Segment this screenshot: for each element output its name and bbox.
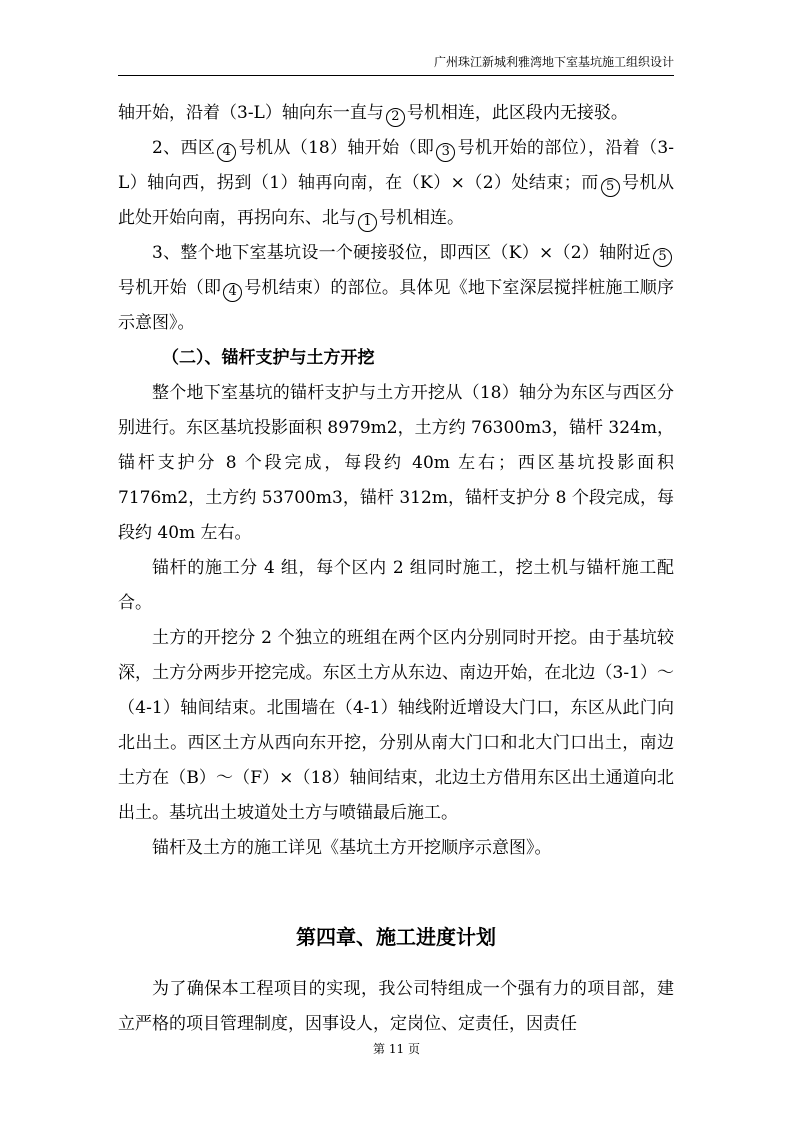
- document-body: [118, 96, 674, 1042]
- paragraph-6: 土方的开挖分 2 个独立的班组在两个区内分别同时开挖。由于基坑较深，土方分两步开挖完成。东区土方从东边、南边开始，在北边（3-1）～（4-1）轴间结束。北围墙在（4-1）轴线附近增设大门口，东区从此门向北出土。西区土方从西向东开挖，分别从南大门口和北大门口出土，南边土方在（B）～（F）×（18）轴间结束，北边土方借用东区出土通道向北出土。基坑出土坡道处土方与喷锚最后施工。: [118, 628, 674, 823]
- header-divider: [118, 75, 674, 76]
- paragraph-5: 锚杆的施工分 4 组，每个区内 2 组同时施工，挖土机与锚杆施工配合。: [118, 558, 674, 613]
- paragraph-3: 3、整个地下室基坑设一个硬接驳位，即西区（K）×（2）轴附近 5号机开始（即 4 号机结束）的部位。具体见《地下室深层搅拌桩施工顺序示意图》。: [118, 243, 675, 333]
- paragraph-8: 为了确保本工程项目的实现，我公司特组成一个强有力的项目部，建立严格的项目管理制度，因事设人，定岗位、定责任，因责任: [118, 979, 674, 1034]
- page-header: 广州珠江新城利雅湾地下室基坑施工组织设计: [433, 55, 674, 69]
- paragraph-2: 2、西区 4 号机从（18）轴开始（即 3 号机开始的部位），沿着（3-L）轴向西，拐到（1）轴再向南，在（K）×（2）处结束；而 5 号机从此处开始向南，再拐向东、北与 1 号机相连。: [118, 131, 674, 236]
- circled-number: 1: [358, 213, 377, 232]
- paragraph-4: 整个地下室基坑的锚杆支护与土方开挖从（18）轴分为东区与西区分别进行。东区基坑投影面积 8979m2，土方约 76300m3，锚杆 324m，锚杆支护分 8 个段完成，每段约 40m 左右；西区基坑投影面积 7176m2，土方约 53700m3，锚杆 312m，锚杆支护分 8 个段完成，每段约 40m 左右。: [118, 383, 674, 543]
- circled-number: 4: [217, 143, 236, 162]
- circled-number: 2: [386, 108, 405, 127]
- circled-number: 4: [223, 283, 242, 302]
- section-heading: （二）、锚杆支护与土方开挖: [162, 348, 375, 368]
- circled-number: 3: [436, 143, 455, 162]
- chapter-title: 第四章、施工进度计划: [296, 925, 496, 949]
- paragraph-7: 锚杆及土方的施工详见《基坑土方开挖顺序示意图》。: [152, 838, 552, 858]
- circled-number: 5: [601, 178, 620, 197]
- circled-number: 5: [653, 248, 672, 267]
- paragraph-1: 轴开始，沿着（3-L）轴向东一直与 2 号机相连，此区段内无接驳。: [118, 96, 674, 131]
- page-number: 第 11 页: [373, 1042, 420, 1056]
